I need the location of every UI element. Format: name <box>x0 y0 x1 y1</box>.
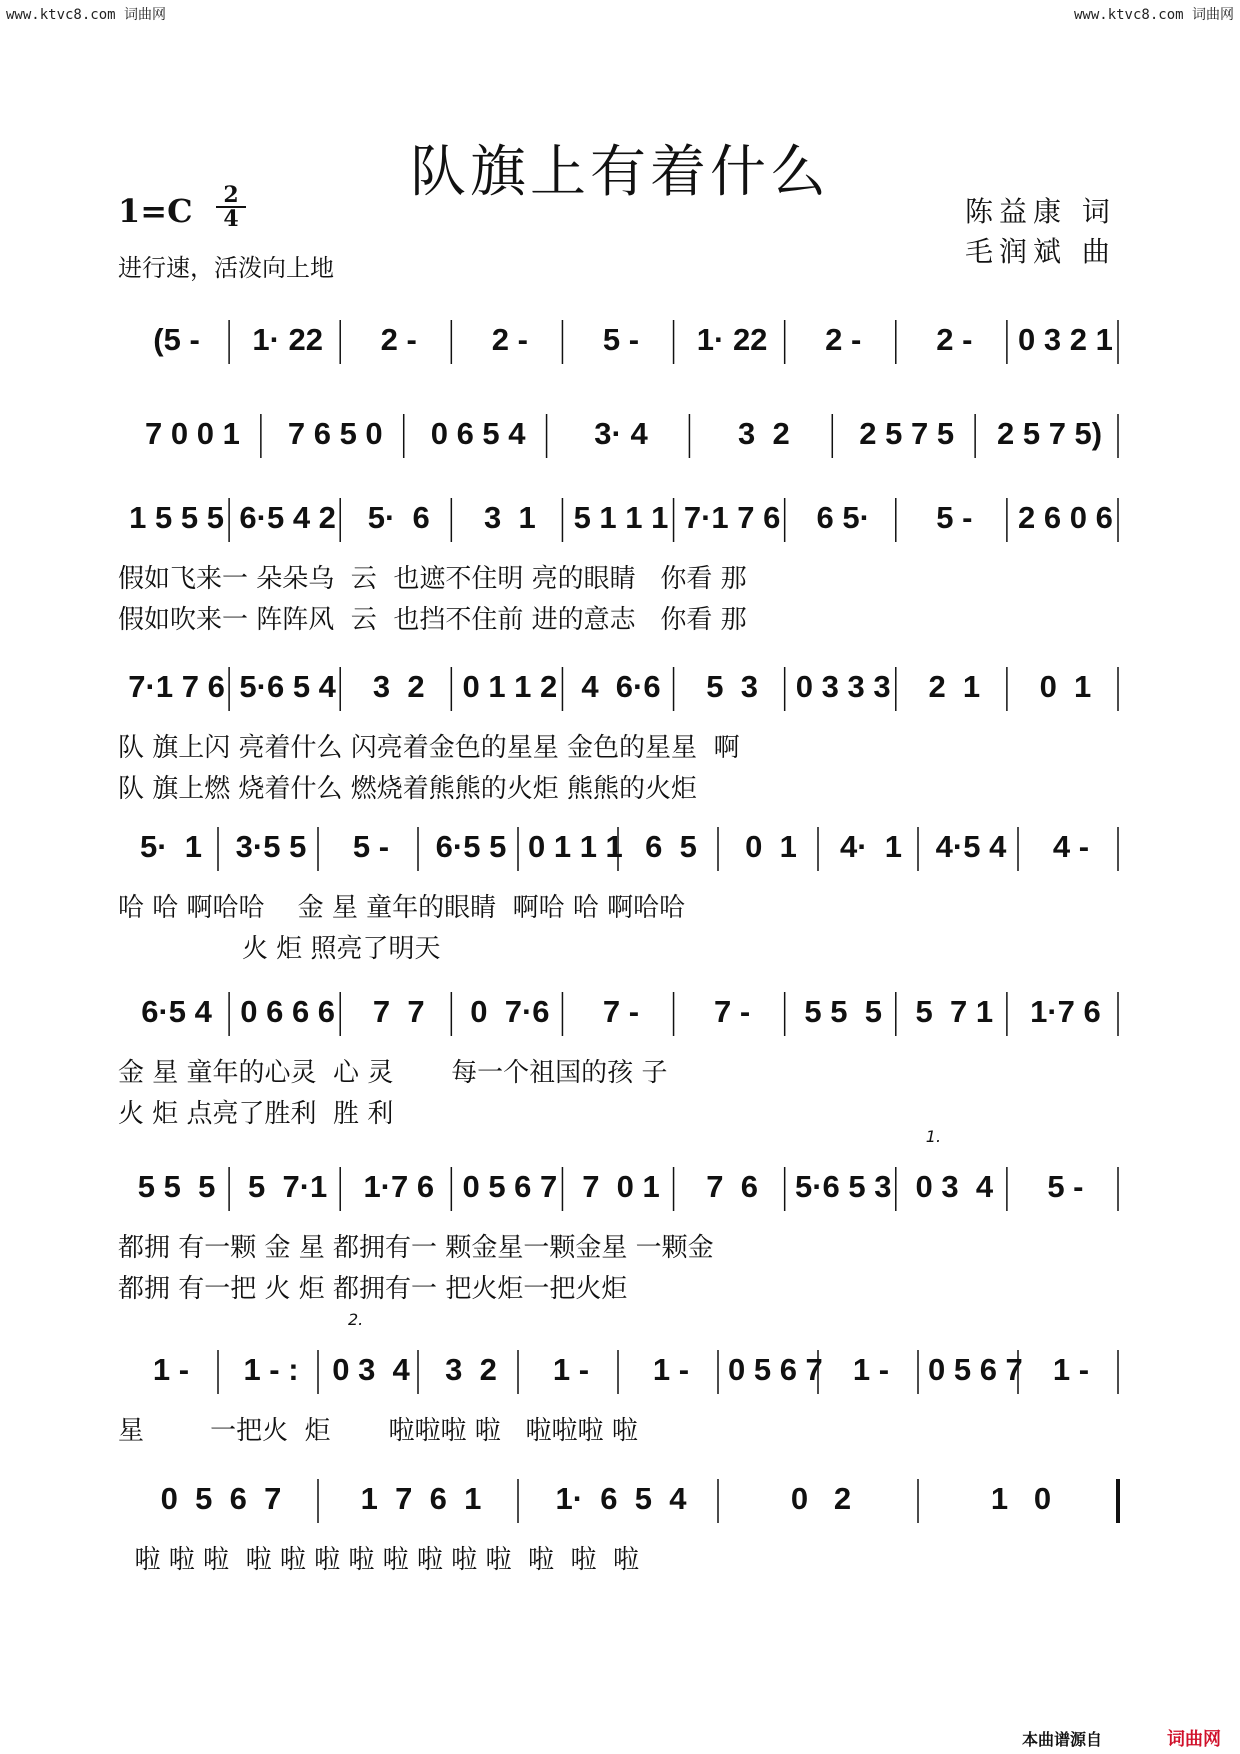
measure-notes: 3 1 <box>484 500 536 535</box>
measure-notes: 7 0 1 <box>582 1169 660 1204</box>
measure-notes: 5·6 5 3 <box>794 1169 892 1204</box>
measure-notes: 0 5 6 7 <box>462 1169 558 1204</box>
measure-notes: 0 3 4 <box>915 1169 994 1204</box>
measure-notes: 0 1 <box>1039 669 1092 704</box>
score-system <box>118 412 1123 482</box>
lyric-line: 火 炬 照亮了明天 <box>118 934 441 964</box>
measure-notes: 3 2 <box>737 416 790 451</box>
measure-notes: 7 - <box>602 994 640 1029</box>
measure-notes: 0 1 1 1 <box>528 829 623 864</box>
measure-notes: 5 - <box>936 500 973 535</box>
source-note: 本曲谱源自 <box>1022 1730 1103 1749</box>
measure-notes: 1· 6 5 4 <box>555 1481 687 1516</box>
score-system <box>118 825 1123 895</box>
measure-notes: 1· 22 <box>696 322 768 357</box>
measure-notes: 0 6 6 6 <box>240 994 336 1029</box>
measure-notes: 0 5 6 7 <box>928 1352 1023 1387</box>
measure-notes: 0 3 2 1 <box>1018 322 1113 357</box>
time-signature-bottom: 4 <box>223 206 239 232</box>
measure-notes: 2 5 7 5) <box>997 416 1103 451</box>
lyric-line: 都拥 有一把 火 炬 都拥有一 把火炬一把火炬 <box>118 1274 628 1304</box>
tempo-marking: 进行速，活泼向上地 <box>118 254 334 282</box>
measure-notes: 2 5 7 5 <box>859 416 955 451</box>
score-system <box>118 990 1123 1060</box>
lyric-line: 金 星 童年的心灵 心 灵 每一个祖国的孩 子 <box>118 1058 668 1088</box>
score-system <box>118 1127 1123 1235</box>
measure-notes: 6·5 4 2 <box>239 500 336 535</box>
measure-notes: 1 - <box>852 1352 890 1387</box>
measure-notes: 0 1 <box>745 829 797 864</box>
lyric-line: 队 旗上燃 烧着什么 燃烧着熊熊的火炬 熊熊的火炬 <box>118 774 698 804</box>
measure-notes: 6·5 5 <box>435 829 507 864</box>
measure-notes: 7 7 <box>372 994 425 1029</box>
source-brand: 词曲网 <box>1167 1729 1221 1750</box>
measure-notes: 1 - <box>1052 1352 1090 1387</box>
measure-notes: 2 - <box>825 322 862 357</box>
lyric-line: 啦 啦 啦 啦 啦 啦 啦 啦 啦 啦 啦 啦 啦 啦 <box>118 1545 640 1575</box>
measure-notes: 5 - <box>602 322 640 357</box>
measure-notes: 5 5 5 <box>804 994 882 1029</box>
measure-notes: 7 - <box>714 994 751 1029</box>
measure-notes: 1· 22 <box>252 322 323 357</box>
key-signature: 1=C <box>118 192 193 230</box>
measure-notes: 5 7·1 <box>248 1169 328 1204</box>
measure-notes: 0 5 6 7 <box>160 1481 282 1516</box>
volta-label: 2. <box>348 1310 364 1329</box>
time-signature-top: 2 <box>223 182 239 208</box>
measure-notes: 7 0 0 1 <box>145 416 240 451</box>
measure-notes: 6 5 <box>645 829 697 864</box>
score-system <box>118 318 1123 388</box>
score-system <box>118 1310 1123 1418</box>
measure-notes: 4 6·6 <box>581 669 661 704</box>
time-signature <box>216 184 246 230</box>
measure-notes: 2 - <box>936 322 973 357</box>
score-system <box>118 1477 1123 1547</box>
lyric-line: 假如吹来一 阵阵风 云 也挡不住前 进的意志 你看 那 <box>118 605 747 635</box>
measure-notes: 1 0 <box>990 1481 1052 1516</box>
measure-notes: 2 6 0 6 <box>1018 500 1113 535</box>
measure-notes: 5 1 1 1 <box>573 500 669 535</box>
measure-notes: 6 5· <box>816 500 870 535</box>
measure-notes: 5·6 5 4 <box>239 669 336 704</box>
lyric-line: 都拥 有一颗 金 星 都拥有一 颗金星一颗金星 一颗金 <box>118 1233 714 1263</box>
measure-notes: 0 3 4 <box>332 1352 410 1387</box>
measure-notes: 4·5 4 <box>935 829 1007 864</box>
measure-notes: 7·1 7 6 <box>128 669 225 704</box>
measure-notes: 3 2 <box>445 1352 497 1387</box>
measure-notes: 2 1 <box>928 669 981 704</box>
measure-notes: 1·7 6 <box>1030 994 1101 1029</box>
measure-notes: 0 5 6 7 <box>728 1352 823 1387</box>
measure-notes: 5· 1 <box>139 829 203 864</box>
measure-notes: 1 5 5 5 <box>129 500 224 535</box>
lyricist-credit: 陈益康 词 <box>965 195 1116 228</box>
measure-notes: 0 3 3 3 <box>795 669 891 704</box>
volta-label: 1. <box>925 1127 942 1146</box>
measure-notes: 3·5 5 <box>235 829 307 864</box>
measure-notes: 1 - <box>652 1352 690 1387</box>
measure-notes: 5 - <box>1047 1169 1084 1204</box>
lyric-line: 队 旗上闪 亮着什么 闪亮着金色的星星 金色的星星 啊 <box>118 733 740 763</box>
page-title: 队旗上有着什么 <box>410 140 830 205</box>
measure-notes: 0 6 5 4 <box>430 416 526 451</box>
measure-notes: 5 5 5 <box>137 1169 216 1204</box>
measure-notes: 3 2 <box>372 669 425 704</box>
measure-notes: 0 7·6 <box>470 994 550 1029</box>
measure-notes: 2 - <box>380 322 417 357</box>
score-system <box>118 665 1123 735</box>
measure-notes: (5 - <box>153 322 200 357</box>
measure-notes: 5 3 <box>706 669 758 704</box>
lyric-line: 星 一把火 炬 啦啦啦 啦 啦啦啦 啦 <box>118 1416 638 1446</box>
measure-notes: 7 6 5 0 <box>287 416 383 451</box>
score-system <box>118 496 1123 566</box>
measure-notes: 4 - <box>1052 829 1090 864</box>
measure-notes: 7·1 7 6 <box>683 500 781 535</box>
measure-notes: 6·5 4 <box>141 994 212 1029</box>
lyric-line: 假如飞来一 朵朵乌 云 也遮不住明 亮的眼睛 你看 那 <box>118 564 747 594</box>
measure-notes: 2 - <box>491 322 528 357</box>
measure-notes: 1·7 6 <box>363 1169 435 1204</box>
lyric-line: 火 炬 点亮了胜利 胜 利 <box>118 1099 394 1129</box>
measure-notes: 3· 4 <box>594 416 648 451</box>
composer-credit: 毛润斌 曲 <box>965 235 1116 268</box>
lyric-line: 哈 哈 啊哈哈 金 星 童年的眼睛 啊哈 哈 啊哈哈 <box>118 893 686 923</box>
watermark-left: www.ktvc8.com 词曲网 <box>6 7 167 23</box>
measure-notes: 5 7 1 <box>915 994 994 1029</box>
measure-notes: 0 1 1 2 <box>462 669 558 704</box>
measure-notes: 1 - : <box>243 1352 299 1387</box>
watermark-right: www.ktvc8.com 词曲网 <box>1073 7 1234 23</box>
measure-notes: 0 2 <box>790 1481 852 1516</box>
measure-notes: 4· 1 <box>839 829 903 864</box>
measure-notes: 7 6 <box>706 1169 758 1204</box>
measure-notes: 1 7 6 1 <box>360 1481 482 1516</box>
measure-notes: 5· 6 <box>367 500 430 535</box>
measure-notes: 5 - <box>352 829 390 864</box>
measure-notes: 1 - <box>552 1352 590 1387</box>
measure-notes: 1 - <box>152 1352 190 1387</box>
